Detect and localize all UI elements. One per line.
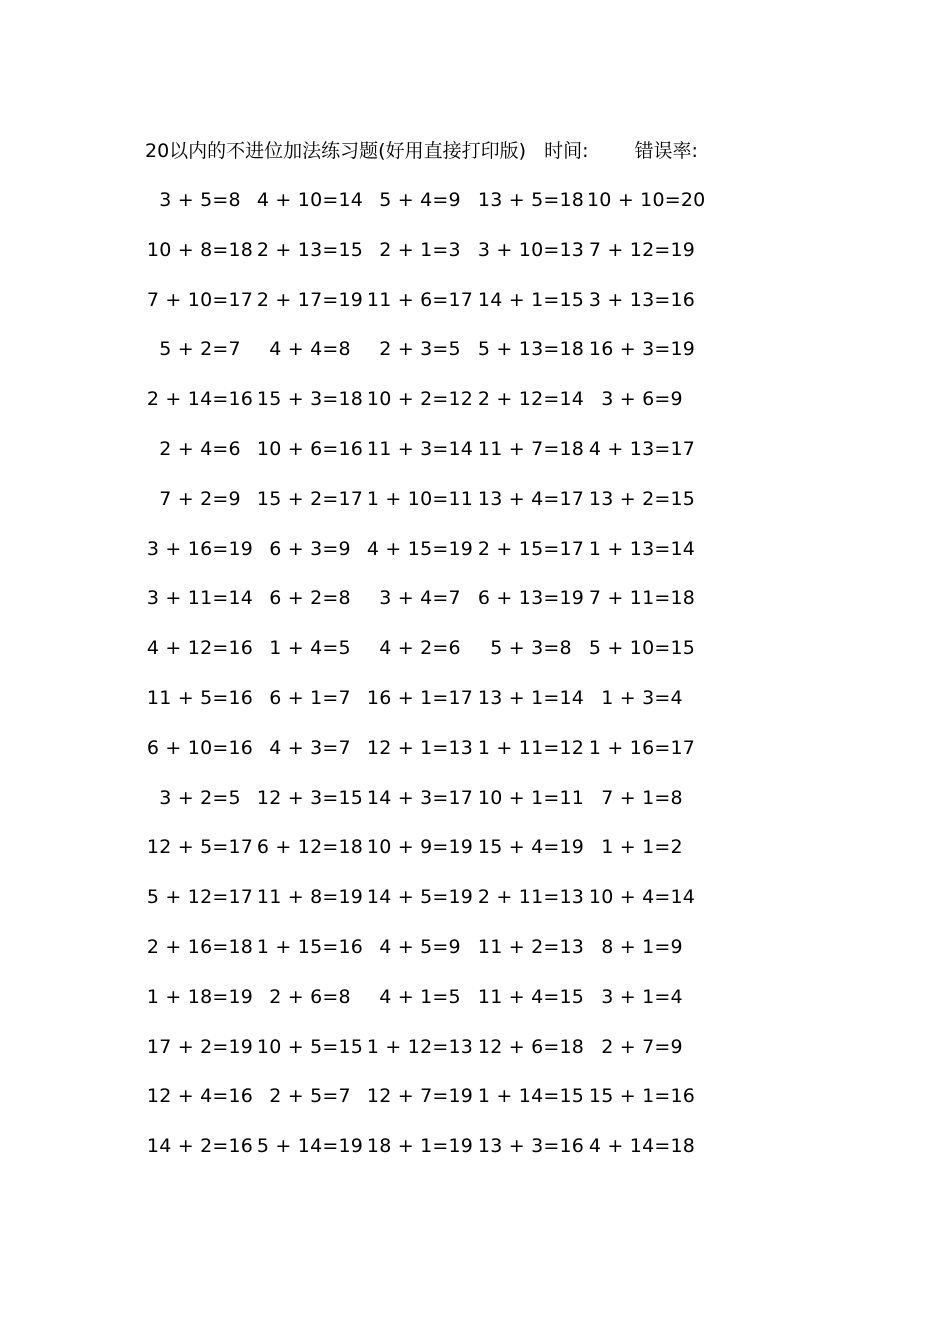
addition-problem: 6 + 12=18	[256, 836, 364, 859]
addition-problem: 17 + 2=19	[146, 1035, 254, 1058]
addition-problem: 7 + 11=18	[588, 587, 696, 610]
problem-row	[145, 382, 705, 432]
addition-problem: 1 + 13=14	[588, 537, 696, 560]
addition-problem: 5 + 14=19	[256, 1135, 364, 1158]
addition-problem: 4 + 12=16	[146, 637, 254, 660]
addition-problem: 2 + 16=18	[146, 935, 254, 958]
addition-problem: 14 + 2=16	[146, 1135, 254, 1158]
addition-problem: 15 + 3=18	[256, 388, 364, 411]
addition-problem: 4 + 14=18	[588, 1135, 696, 1158]
addition-problem: 4 + 5=9	[379, 935, 461, 958]
addition-problem: 3 + 6=9	[601, 388, 683, 411]
addition-problem: 2 + 14=16	[146, 388, 254, 411]
addition-problem: 2 + 17=19	[256, 288, 364, 311]
addition-problem: 2 + 15=17	[477, 537, 585, 560]
problem-row	[145, 581, 705, 631]
addition-problem: 1 + 1=2	[601, 836, 683, 859]
addition-problem: 6 + 1=7	[269, 686, 351, 709]
addition-problem: 7 + 1=8	[601, 786, 683, 809]
addition-problem: 13 + 5=18	[477, 189, 585, 211]
addition-problem: 1 + 16=17	[588, 736, 696, 759]
addition-problem: 1 + 4=5	[269, 637, 351, 660]
problem-row	[145, 930, 705, 980]
addition-problem: 15 + 4=19	[477, 836, 585, 859]
addition-problem: 10 + 1=11	[477, 786, 585, 809]
addition-problem: 16 + 1=17	[366, 686, 474, 709]
problem-row	[145, 233, 705, 283]
problem-row	[145, 1079, 705, 1129]
addition-problem: 16 + 3=19	[588, 338, 696, 361]
problem-row	[145, 482, 705, 532]
addition-problem: 3 + 11=14	[146, 587, 254, 610]
addition-problem: 2 + 7=9	[601, 1035, 683, 1058]
addition-problem: 3 + 13=16	[588, 288, 696, 311]
addition-problem: 4 + 15=19	[366, 537, 474, 560]
addition-problem: 10 + 8=18	[146, 238, 254, 261]
addition-problem: 5 + 13=18	[477, 338, 585, 361]
addition-problem: 12 + 7=19	[366, 1085, 474, 1108]
addition-problem: 2 + 12=14	[477, 388, 585, 411]
addition-problem: 1 + 11=12	[477, 736, 585, 759]
addition-problem: 11 + 6=17	[366, 288, 474, 311]
addition-problem: 6 + 3=9	[269, 537, 351, 560]
problem-row	[145, 830, 705, 880]
worksheet-title: 20以内的不进位加法练习题(好用直接打印版)	[145, 140, 527, 162]
addition-problem: 11 + 3=14	[366, 437, 474, 460]
addition-problem: 2 + 3=5	[379, 338, 461, 361]
problem-row	[145, 183, 705, 233]
addition-problem: 5 + 12=17	[146, 886, 254, 909]
addition-problem: 15 + 1=16	[588, 1085, 696, 1108]
addition-problem: 2 + 5=7	[269, 1085, 351, 1108]
error-rate-label: 错误率:	[634, 140, 698, 162]
addition-problem: 4 + 10=14	[256, 189, 364, 211]
problem-grid	[145, 183, 705, 1179]
addition-problem: 4 + 2=6	[379, 637, 461, 660]
addition-problem: 7 + 10=17	[146, 288, 254, 311]
problem-row	[145, 283, 705, 333]
problem-row	[145, 880, 705, 930]
addition-problem: 11 + 5=16	[146, 686, 254, 709]
addition-problem: 5 + 10=15	[588, 637, 696, 660]
problem-row	[145, 781, 705, 831]
addition-problem: 3 + 5=8	[159, 189, 241, 211]
addition-problem: 1 + 12=13	[366, 1035, 474, 1058]
addition-problem: 6 + 2=8	[269, 587, 351, 610]
addition-problem: 3 + 16=19	[146, 537, 254, 560]
addition-problem: 11 + 8=19	[256, 886, 364, 909]
addition-problem: 8 + 1=9	[601, 935, 683, 958]
problem-row	[145, 980, 705, 1030]
addition-problem: 11 + 7=18	[477, 437, 585, 460]
addition-problem: 10 + 2=12	[366, 388, 474, 411]
addition-problem: 12 + 6=18	[477, 1035, 585, 1058]
addition-problem: 4 + 3=7	[269, 736, 351, 759]
addition-problem: 4 + 4=8	[269, 338, 351, 361]
addition-problem: 5 + 2=7	[159, 338, 241, 361]
addition-problem: 7 + 2=9	[159, 487, 241, 510]
addition-problem: 13 + 1=14	[477, 686, 585, 709]
time-label: 时间:	[544, 140, 589, 162]
addition-problem: 1 + 18=19	[146, 985, 254, 1008]
problem-row	[145, 631, 705, 681]
problem-row	[145, 681, 705, 731]
addition-problem: 1 + 15=16	[256, 935, 364, 958]
addition-problem: 3 + 4=7	[379, 587, 461, 610]
addition-problem: 2 + 6=8	[269, 985, 351, 1008]
addition-problem: 14 + 1=15	[477, 288, 585, 311]
addition-problem: 11 + 2=13	[477, 935, 585, 958]
addition-problem: 18 + 1=19	[366, 1135, 474, 1158]
addition-problem: 4 + 13=17	[588, 437, 696, 460]
addition-problem: 1 + 10=11	[366, 487, 474, 510]
addition-problem: 2 + 1=3	[379, 238, 461, 261]
addition-problem: 2 + 11=13	[477, 886, 585, 909]
addition-problem: 12 + 5=17	[146, 836, 254, 859]
addition-problem: 1 + 14=15	[477, 1085, 585, 1108]
addition-problem: 6 + 10=16	[146, 736, 254, 759]
addition-problem: 10 + 9=19	[366, 836, 474, 859]
addition-problem: 4 + 1=5	[379, 985, 461, 1008]
problem-row	[145, 1129, 705, 1179]
addition-problem: 14 + 3=17	[366, 786, 474, 809]
addition-problem: 2 + 13=15	[256, 238, 364, 261]
problem-row	[145, 731, 705, 781]
addition-problem: 11 + 4=15	[477, 985, 585, 1008]
addition-problem: 13 + 2=15	[588, 487, 696, 510]
problem-row	[145, 1030, 705, 1080]
addition-problem: 10 + 6=16	[256, 437, 364, 460]
addition-problem: 7 + 12=19	[588, 238, 696, 261]
addition-problem: 3 + 1=4	[601, 985, 683, 1008]
addition-problem: 12 + 3=15	[256, 786, 364, 809]
addition-problem: 14 + 5=19	[366, 886, 474, 909]
addition-problem: 1 + 3=4	[601, 686, 683, 709]
addition-problem: 10 + 4=14	[588, 886, 696, 909]
addition-problem: 3 + 10=13	[477, 238, 585, 261]
addition-problem: 2 + 4=6	[159, 437, 241, 460]
worksheet-header	[145, 136, 698, 166]
problem-row	[145, 532, 705, 582]
addition-problem: 10 + 10=20	[587, 189, 706, 211]
addition-problem: 3 + 2=5	[159, 786, 241, 809]
problem-row	[145, 332, 705, 382]
addition-problem: 13 + 3=16	[477, 1135, 585, 1158]
addition-problem: 5 + 3=8	[490, 637, 572, 660]
addition-problem: 15 + 2=17	[256, 487, 364, 510]
addition-problem: 5 + 4=9	[379, 189, 461, 211]
addition-problem: 10 + 5=15	[256, 1035, 364, 1058]
addition-problem: 12 + 4=16	[146, 1085, 254, 1108]
addition-problem: 6 + 13=19	[477, 587, 585, 610]
addition-problem: 12 + 1=13	[366, 736, 474, 759]
addition-problem: 13 + 4=17	[477, 487, 585, 510]
problem-row	[145, 432, 705, 482]
